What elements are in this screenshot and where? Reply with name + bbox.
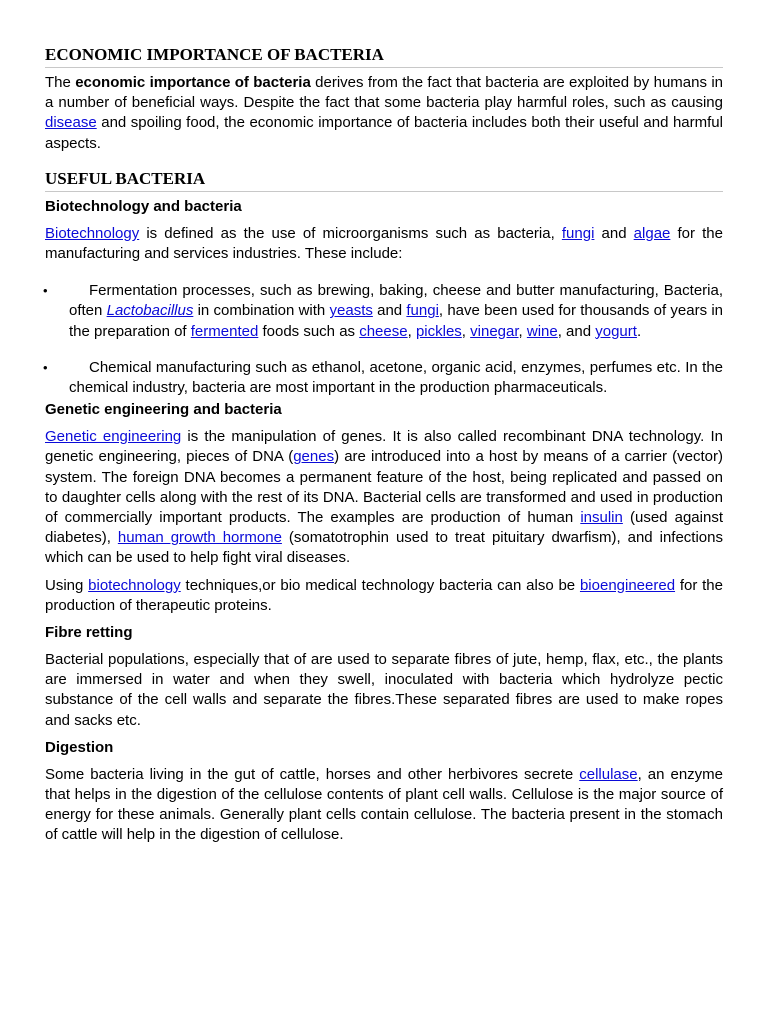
- link-genes[interactable]: genes: [293, 448, 335, 466]
- genetic-text-1: is the manipulation of genes. It is also called recombinant DNA technology. In genetic engineering, pieces of DNA (: [45, 428, 723, 466]
- list-item: [45, 358, 723, 398]
- link-biotechnology-2[interactable]: biotechnology: [88, 576, 181, 594]
- link-cellulase[interactable]: cellulase: [579, 765, 638, 783]
- bioengineering-paragraph: [45, 576, 723, 616]
- link-wine[interactable]: wine: [526, 322, 558, 340]
- bullet1-sep-3: ,: [518, 322, 527, 340]
- bioeng-text-2: techniques,or bio medical technology bacteria can also be: [180, 576, 580, 594]
- genetic-paragraph: [45, 427, 723, 568]
- bullet1-end: .: [636, 322, 642, 340]
- intro-text-2: derives from the fact that bacteria are exploited by humans in a number of beneficial ways. Despite the fact that some bacteria play harmful roles, such as causing: [45, 74, 723, 112]
- biotech-text-2: and: [594, 224, 634, 242]
- biotech-heading: Biotechnology and bacteria: [45, 197, 242, 215]
- link-disease[interactable]: disease: [45, 114, 97, 132]
- link-fungi-2[interactable]: fungi: [406, 302, 439, 320]
- uses-list: [45, 281, 723, 398]
- page-title: ECONOMIC IMPORTANCE OF BACTERIA: [45, 44, 723, 68]
- intro-bold-term: economic importance of bacteria: [75, 74, 311, 91]
- bullet1-text-3: and: [372, 302, 407, 320]
- digestion-text-2: , an enzyme that helps in the digestion of the cellulose contents of plant cell walls. Cellulose is the major source of energy for these animals. Generally plant cells contain cellulose. The bacteria present in the stomach of cattle will help in the digestion of cellulose.: [45, 765, 724, 844]
- link-fermented[interactable]: fermented: [190, 322, 259, 340]
- link-vinegar[interactable]: vinegar: [470, 322, 519, 340]
- intro-paragraph: [45, 73, 723, 154]
- biotech-paragraph: [45, 224, 723, 264]
- biotech-text-1: is defined as the use of microorganisms such as bacteria,: [139, 224, 562, 242]
- link-biotechnology[interactable]: Biotechnology: [45, 224, 140, 242]
- bullet1-sep-2: ,: [461, 322, 471, 340]
- fibre-heading: Fibre retting: [45, 624, 133, 642]
- genetic-text-4: (somatotrophin used to treat pituitary dwarfism), and infections which can be used to help fight viral diseases.: [45, 529, 723, 567]
- bullet-icon: •: [43, 359, 48, 375]
- bullet1-text-5: foods such as: [258, 322, 360, 340]
- list-item: [45, 281, 723, 342]
- link-algae[interactable]: algae: [633, 224, 671, 242]
- digestion-heading: Digestion: [45, 738, 114, 756]
- link-bioengineered[interactable]: bioengineered: [579, 576, 676, 594]
- bullet1-text-2: in combination with: [193, 302, 330, 320]
- lactobacillus-italic: Lactobacillus: [106, 302, 194, 320]
- useful-bacteria-heading: USEFUL BACTERIA: [45, 168, 723, 192]
- link-insulin[interactable]: insulin: [580, 509, 623, 527]
- intro-text-1: The: [45, 74, 76, 91]
- link-genetic-engineering[interactable]: Genetic engineering: [45, 428, 182, 446]
- bullet1-text-4: , have been used for thousands of years in the preparation of: [69, 302, 724, 340]
- bioeng-text-1: Using: [45, 576, 89, 594]
- intro-text-3: and spoiling food, the economic importance of bacteria includes both their useful and harmful aspects.: [45, 114, 723, 152]
- link-lactobacillus[interactable]: [107, 302, 194, 319]
- link-human-growth-hormone[interactable]: human growth hormone: [117, 529, 282, 547]
- bullet-icon: •: [43, 283, 48, 299]
- bullet2-text: Chemical manufacturing such as ethanol, acetone, organic acid, enzymes, perfumes etc. In the chemical industry, bacteria are most important in the production pharmaceuticals.: [69, 358, 723, 397]
- digestion-paragraph: [45, 765, 723, 846]
- link-yeasts[interactable]: yeasts: [329, 302, 373, 320]
- link-cheese[interactable]: cheese: [359, 322, 408, 340]
- genetic-text-3: (used against diabetes),: [45, 509, 723, 547]
- genetic-heading: Genetic engineering and bacteria: [45, 401, 282, 419]
- digestion-text-1: Some bacteria living in the gut of cattle, horses and other herbivores secrete: [45, 765, 580, 783]
- fibre-paragraph: Bacterial populations, especially that of are used to separate fibres of jute, hemp, flax, etc., the plants are immersed in water and when they swell, inoculated with bacteria which hydrolyze pectic substance of the cell walls and separate the fibres.These separated fibres are used to make ropes and sacks etc.: [45, 651, 723, 729]
- bioeng-text-3: for the production of therapeutic proteins.: [45, 576, 723, 614]
- link-pickles[interactable]: pickles: [415, 322, 462, 340]
- bullet1-text-1: Fermentation processes, such as brewing, baking, cheese and butter manufacturing, Bacteria, often: [69, 282, 723, 320]
- document-content: [45, 44, 723, 853]
- bullet1-sep-4: , and: [557, 322, 596, 340]
- bullet1-sep-1: ,: [407, 322, 416, 340]
- genetic-text-2: ) are introduced into a host by means of a carrier (vector) system. The foreign DNA becomes a permanent feature of the host, being replicated and passed on to daughter cells along with the rest of its DNA. Bacterial cells are transformed and used in production of commercially important products. The examples are production of human: [45, 448, 723, 527]
- biotech-text-3: for the manufacturing and services industries. These include:: [45, 224, 723, 263]
- link-fungi[interactable]: fungi: [561, 224, 595, 242]
- link-yogurt[interactable]: yogurt: [595, 322, 637, 340]
